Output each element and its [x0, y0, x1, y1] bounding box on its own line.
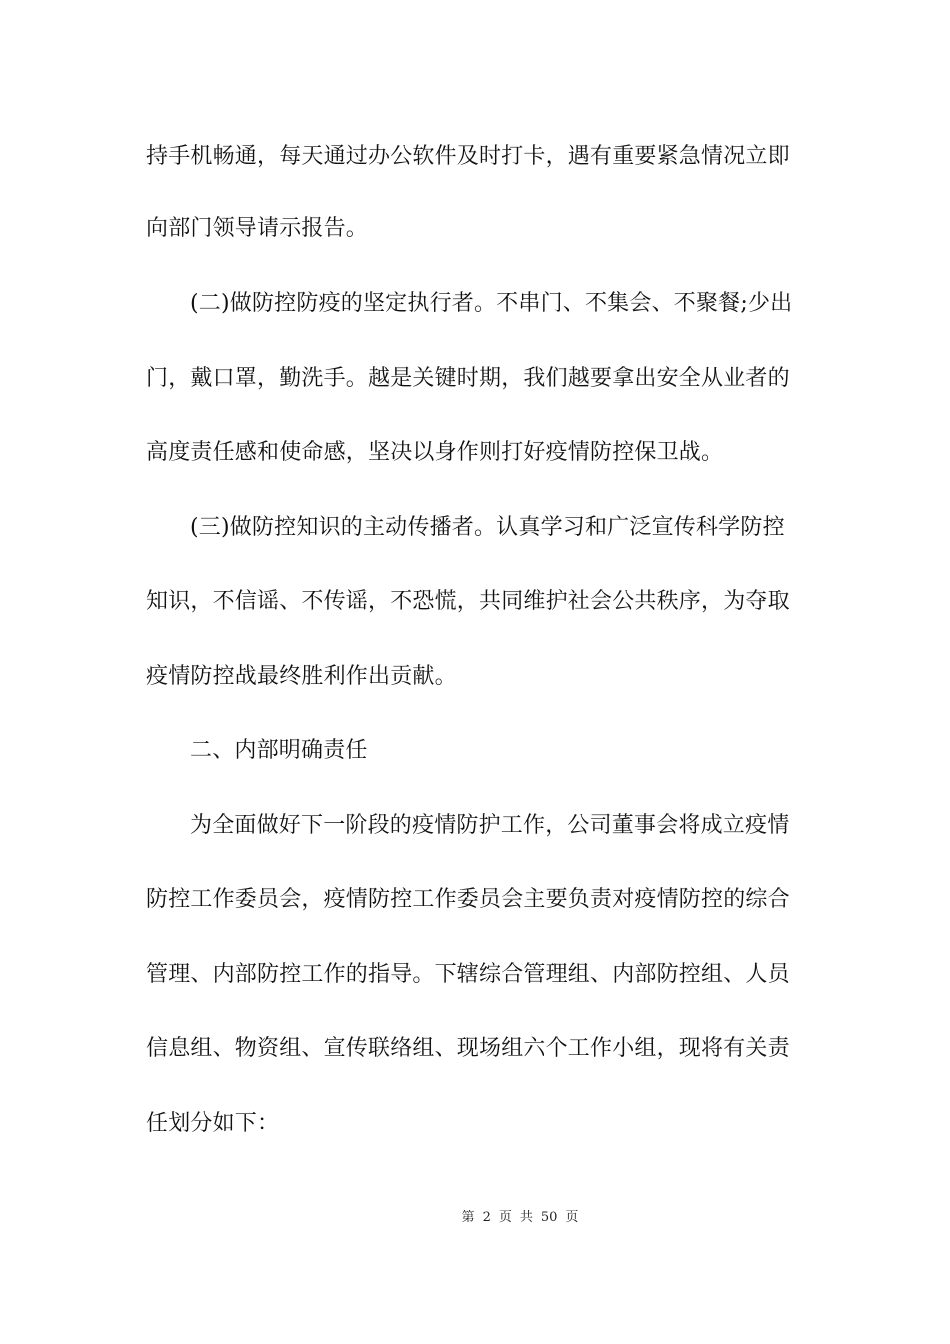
footer-total-word: 共	[519, 1210, 533, 1225]
footer-current-page: 2	[482, 1210, 491, 1225]
footer-total-pages: 50	[540, 1210, 558, 1225]
text-line-8: 疫情防控战最终胜利作出贡献。	[146, 664, 457, 689]
text-line-14: 任划分如下：	[146, 1111, 280, 1136]
text-line-3: (二)做防控防疫的坚定执行者。不串门、不集会、不聚餐;少出	[190, 291, 793, 316]
footer-suffix: 页	[565, 1210, 579, 1225]
text-line-2: 向部门领导请示报告。	[146, 216, 369, 241]
footer-prefix: 第	[461, 1210, 475, 1225]
text-line-6: (三)做防控知识的主动传播者。认真学习和广泛宣传科学防控	[190, 515, 785, 540]
page-number-indicator	[462, 1208, 579, 1228]
text-line-13: 信息组、物资组、宣传联络组、现场组六个工作小组，现将有关责	[146, 1036, 790, 1061]
text-line-5: 高度责任感和使命感，坚决以身作则打好疫情防控保卫战。	[146, 440, 724, 465]
section-heading: 二、内部明确责任	[190, 738, 368, 763]
text-line-11: 防控工作委员会，疫情防控工作委员会主要负责对疫情防控的综合	[146, 887, 790, 912]
text-line-10: 为全面做好下一阶段的疫情防护工作，公司董事会将成立疫情	[190, 813, 790, 838]
text-line-1: 持手机畅通，每天通过办公软件及时打卡，遇有重要紧急情况立即	[146, 144, 790, 169]
text-line-12: 管理、内部防控工作的指导。下辖综合管理组、内部防控组、人员	[146, 962, 790, 987]
footer-page-word: 页	[498, 1210, 512, 1225]
text-line-4: 门，戴口罩，勤洗手。越是关键时期，我们越要拿出安全从业者的	[146, 366, 790, 391]
page-footer	[0, 1208, 950, 1228]
text-line-7: 知识，不信谣、不传谣，不恐慌，共同维护社会公共秩序，为夺取	[146, 589, 790, 614]
